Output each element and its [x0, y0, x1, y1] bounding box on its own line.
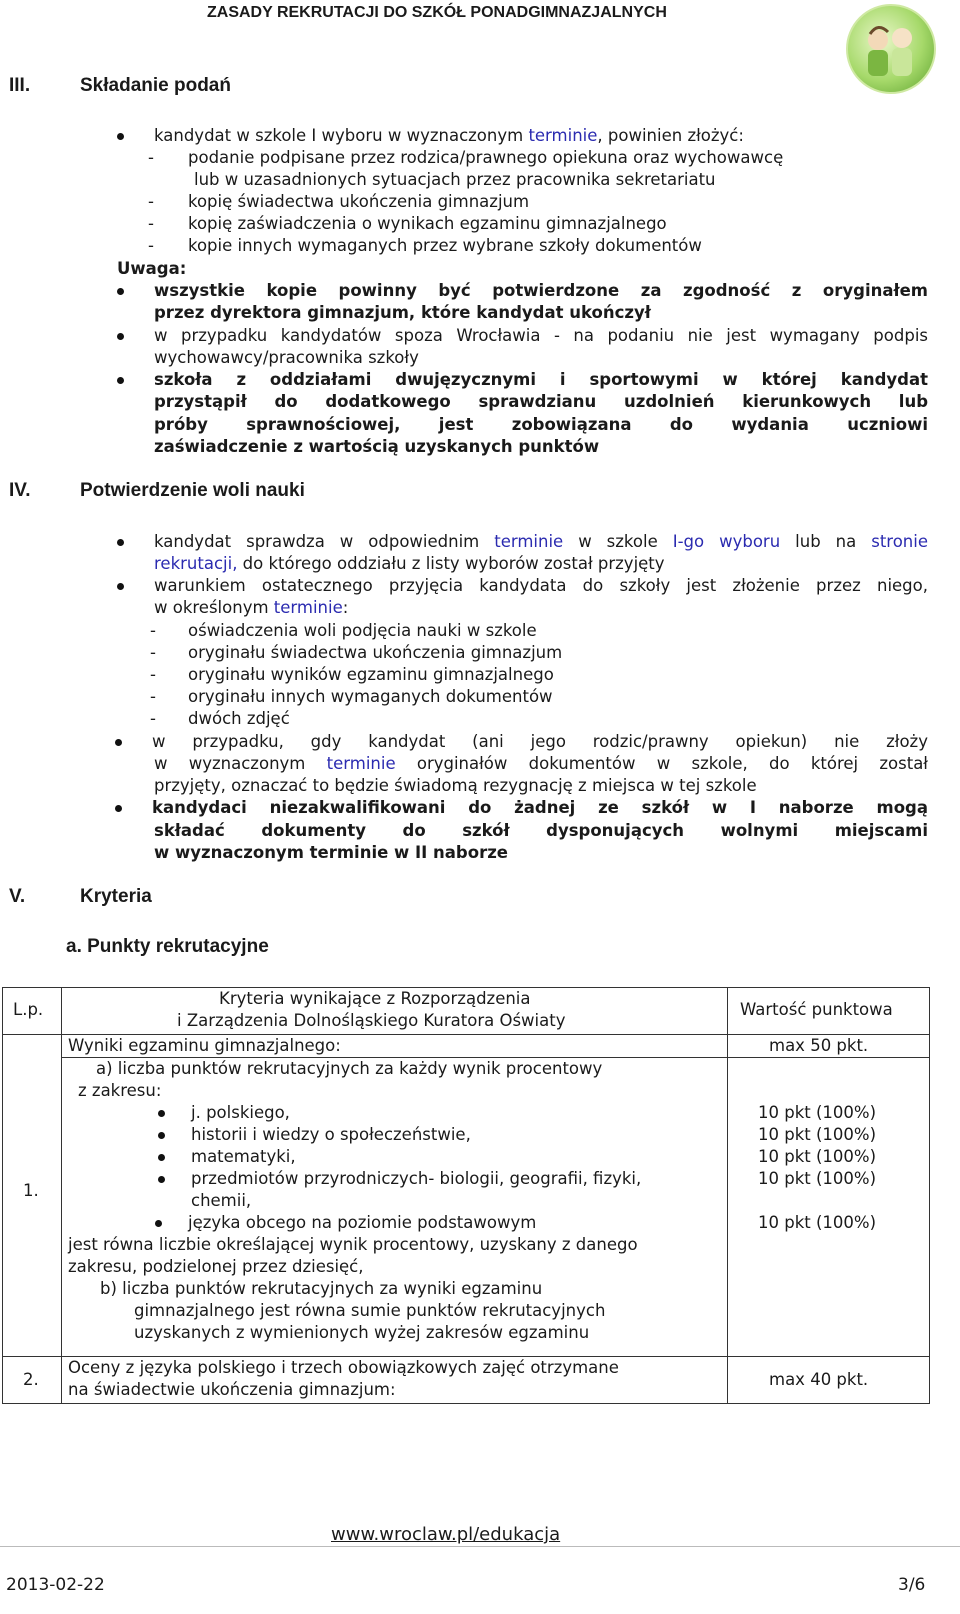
section-title: Potwierdzenie woli nauki: [80, 480, 305, 501]
subsection-title: a. Punkty rekrutacyjne: [66, 936, 269, 957]
list-item-continued: wychowawcy/pracownika szkoły: [154, 348, 419, 367]
table-header-row: [3, 988, 930, 1035]
table-row: a) liczba punktów rekrutacyjnych za każdy wynik procentowy z zakresu: j. polskiego, historii i wiedzy o społeczeństwie, matematyki, przedmiotów przyrodniczych- biologii, geografii, fizyki, chemii, języka obcego na poziomie podstawowym jest równa liczbie określającej wynik procentowy, uzyskany z danego zakresu, podzielonej przez dziesięć, b) liczba punktów rekrutacyjnych za wyniki egzaminu gimnazjalnego jest równa sumie punktów rekrutacyjnych uzyskanych z wymienionych wyżej zakresów egzaminu 10 pkt (100%) 10 pkt (100%) 10 pkt (100%) 10 pkt (100%) 10 pkt (100%): [3, 1058, 930, 1357]
list-item: w przypadku, gdy kandydat (ani jego rodzic/prawny opiekun) nie złoży: [152, 732, 928, 751]
list-dash-item: - podanie podpisane przez rodzica/prawnego opiekuna oraz wychowawcę: [148, 148, 784, 167]
points-value: 10 pkt (100%): [758, 1213, 877, 1232]
table-header-criteria: Kryteria wynikające z Rozporządzenia i Zarządzenia Dolnośląskiego Kuratora Oświaty: [62, 988, 728, 1035]
list-item: kandydat sprawdza w odpowiednim terminie w szkole I-go wyboru lub na stronie: [154, 532, 928, 551]
section-title: Kryteria: [80, 886, 152, 907]
section-number: IV.: [9, 480, 31, 501]
points-value: 10 pkt (100%): [758, 1103, 877, 1122]
footer-page-number: 3/6: [898, 1575, 926, 1595]
table-header-lp: L.p.: [3, 988, 62, 1035]
subject-item: historii i wiedzy o społeczeństwie,: [191, 1125, 471, 1144]
list-item-continued: przystąpił do dodatkowego sprawdzianu uzdolnień kierunkowych lub: [154, 392, 928, 411]
deadline-link[interactable]: terminie: [528, 126, 598, 145]
list-dash-item: - oryginału świadectwa ukończenia gimnazjum: [150, 643, 563, 662]
list-item-continued: przez dyrektora gimnazjum, które kandydat ukończył: [154, 303, 651, 322]
school-logo-icon: [846, 4, 936, 94]
recruitment-page-link[interactable]: rekrutacji,: [154, 554, 238, 573]
list-dash-item: - oświadczenia woli podjęcia nauki w szkole: [150, 621, 537, 640]
footer-divider: [0, 1546, 960, 1547]
page-header-title: ZASADY REKRUTACJI DO SZKÓŁ PONADGIMNAZJALNYCH: [207, 4, 667, 21]
list-item-continued: w wyznaczonym terminie w II naborze: [154, 843, 509, 862]
subject-item: j. polskiego,: [191, 1103, 290, 1122]
row-number: 2.: [3, 1357, 62, 1404]
recruitment-page-link[interactable]: stronie: [871, 532, 928, 551]
footer-date: 2013-02-22: [6, 1575, 105, 1595]
points-value: 10 pkt (100%): [758, 1147, 877, 1166]
first-choice-link[interactable]: I-go wyboru: [672, 532, 781, 551]
list-item: kandydaci niezakwalifikowani do żadnej ze szkół w I naborze mogą: [152, 798, 928, 817]
list-item-continued: zaświadczenie z wartością uzyskanych punktów: [154, 437, 600, 456]
list-dash-item-continued: lub w uzasadnionych sytuacjach przez pracownika sekretariatu: [194, 170, 716, 189]
subject-item: matematyki,: [191, 1147, 296, 1166]
list-item: w przypadku kandydatów spoza Wrocławia - na podaniu nie jest wymagany podpis: [154, 326, 928, 345]
list-item: warunkiem ostatecznego przyjęcia kandydata do szkoły jest złożenie przez niego,: [154, 576, 928, 595]
section-number: III.: [9, 75, 31, 96]
list-dash-item: - oryginału wyników egzaminu gimnazjalnego: [150, 665, 554, 684]
list-item-continued: próby sprawnościowej, jest zobowiązana do wydania uczniowi: [154, 415, 928, 434]
row-number: 1.: [3, 1035, 62, 1357]
section-number: V.: [9, 886, 26, 907]
list-item-continued: przyjęty, oznaczać to będzie świadomą rezygnację z miejsca w tej szkole: [154, 776, 757, 795]
table-header-points: Wartość punktowa: [728, 988, 930, 1035]
list-dash-item: - oryginału innych wymaganych dokumentów: [150, 687, 553, 706]
list-dash-item: - kopie innych wymaganych przez wybrane szkoły dokumentów: [148, 236, 702, 255]
list-dash-item: - kopię świadectwa ukończenia gimnazjum: [148, 192, 530, 211]
section-title: Składanie podań: [80, 75, 231, 96]
deadline-link[interactable]: terminie: [326, 754, 396, 773]
list-item-continued: składać dokumenty do szkół dysponujących wolnymi miejscami: [154, 821, 928, 840]
list-item: kandydat w szkole I wyboru w wyznaczonym terminie, powinien złożyć:: [154, 126, 744, 145]
subject-item: przedmiotów przyrodniczych- biologii, geografii, fizyki,: [191, 1169, 642, 1188]
deadline-link[interactable]: terminie: [494, 532, 564, 551]
points-value: 10 pkt (100%): [758, 1169, 877, 1188]
list-item: szkoła z oddziałami dwujęzycznymi i sportowymi w której kandydat: [154, 370, 928, 389]
table-row: 1. Wyniki egzaminu gimnazjalnego: max 50 pkt.: [3, 1035, 930, 1058]
footer-url-link[interactable]: www.wroclaw.pl/edukacja: [331, 1524, 561, 1545]
note-label: Uwaga:: [117, 259, 187, 278]
list-item: wszystkie kopie powinny być potwierdzone za zgodność z oryginałem: [154, 281, 928, 300]
list-dash-item: - dwóch zdjęć: [150, 709, 290, 728]
list-item-continued: rekrutacji, do którego oddziału z listy wyborów został przyjęty: [154, 554, 665, 573]
subject-item: języka obcego na poziomie podstawowym: [188, 1213, 537, 1232]
criteria-table: [2, 987, 930, 1404]
table-row: 2. Oceny z języka polskiego i trzech obowiązkowych zajęć otrzymane na świadectwie ukończenia gimnazjum: max 40 pkt.: [3, 1357, 930, 1404]
list-dash-item: - kopię zaświadczenia o wynikach egzaminu gimnazjalnego: [148, 214, 667, 233]
points-value: 10 pkt (100%): [758, 1125, 877, 1144]
list-item-continued: w określonym terminie:: [154, 598, 349, 617]
list-item-continued: w wyznaczonym terminie oryginałów dokumentów w szkole, do której został: [154, 754, 928, 773]
deadline-link[interactable]: terminie: [273, 598, 343, 617]
